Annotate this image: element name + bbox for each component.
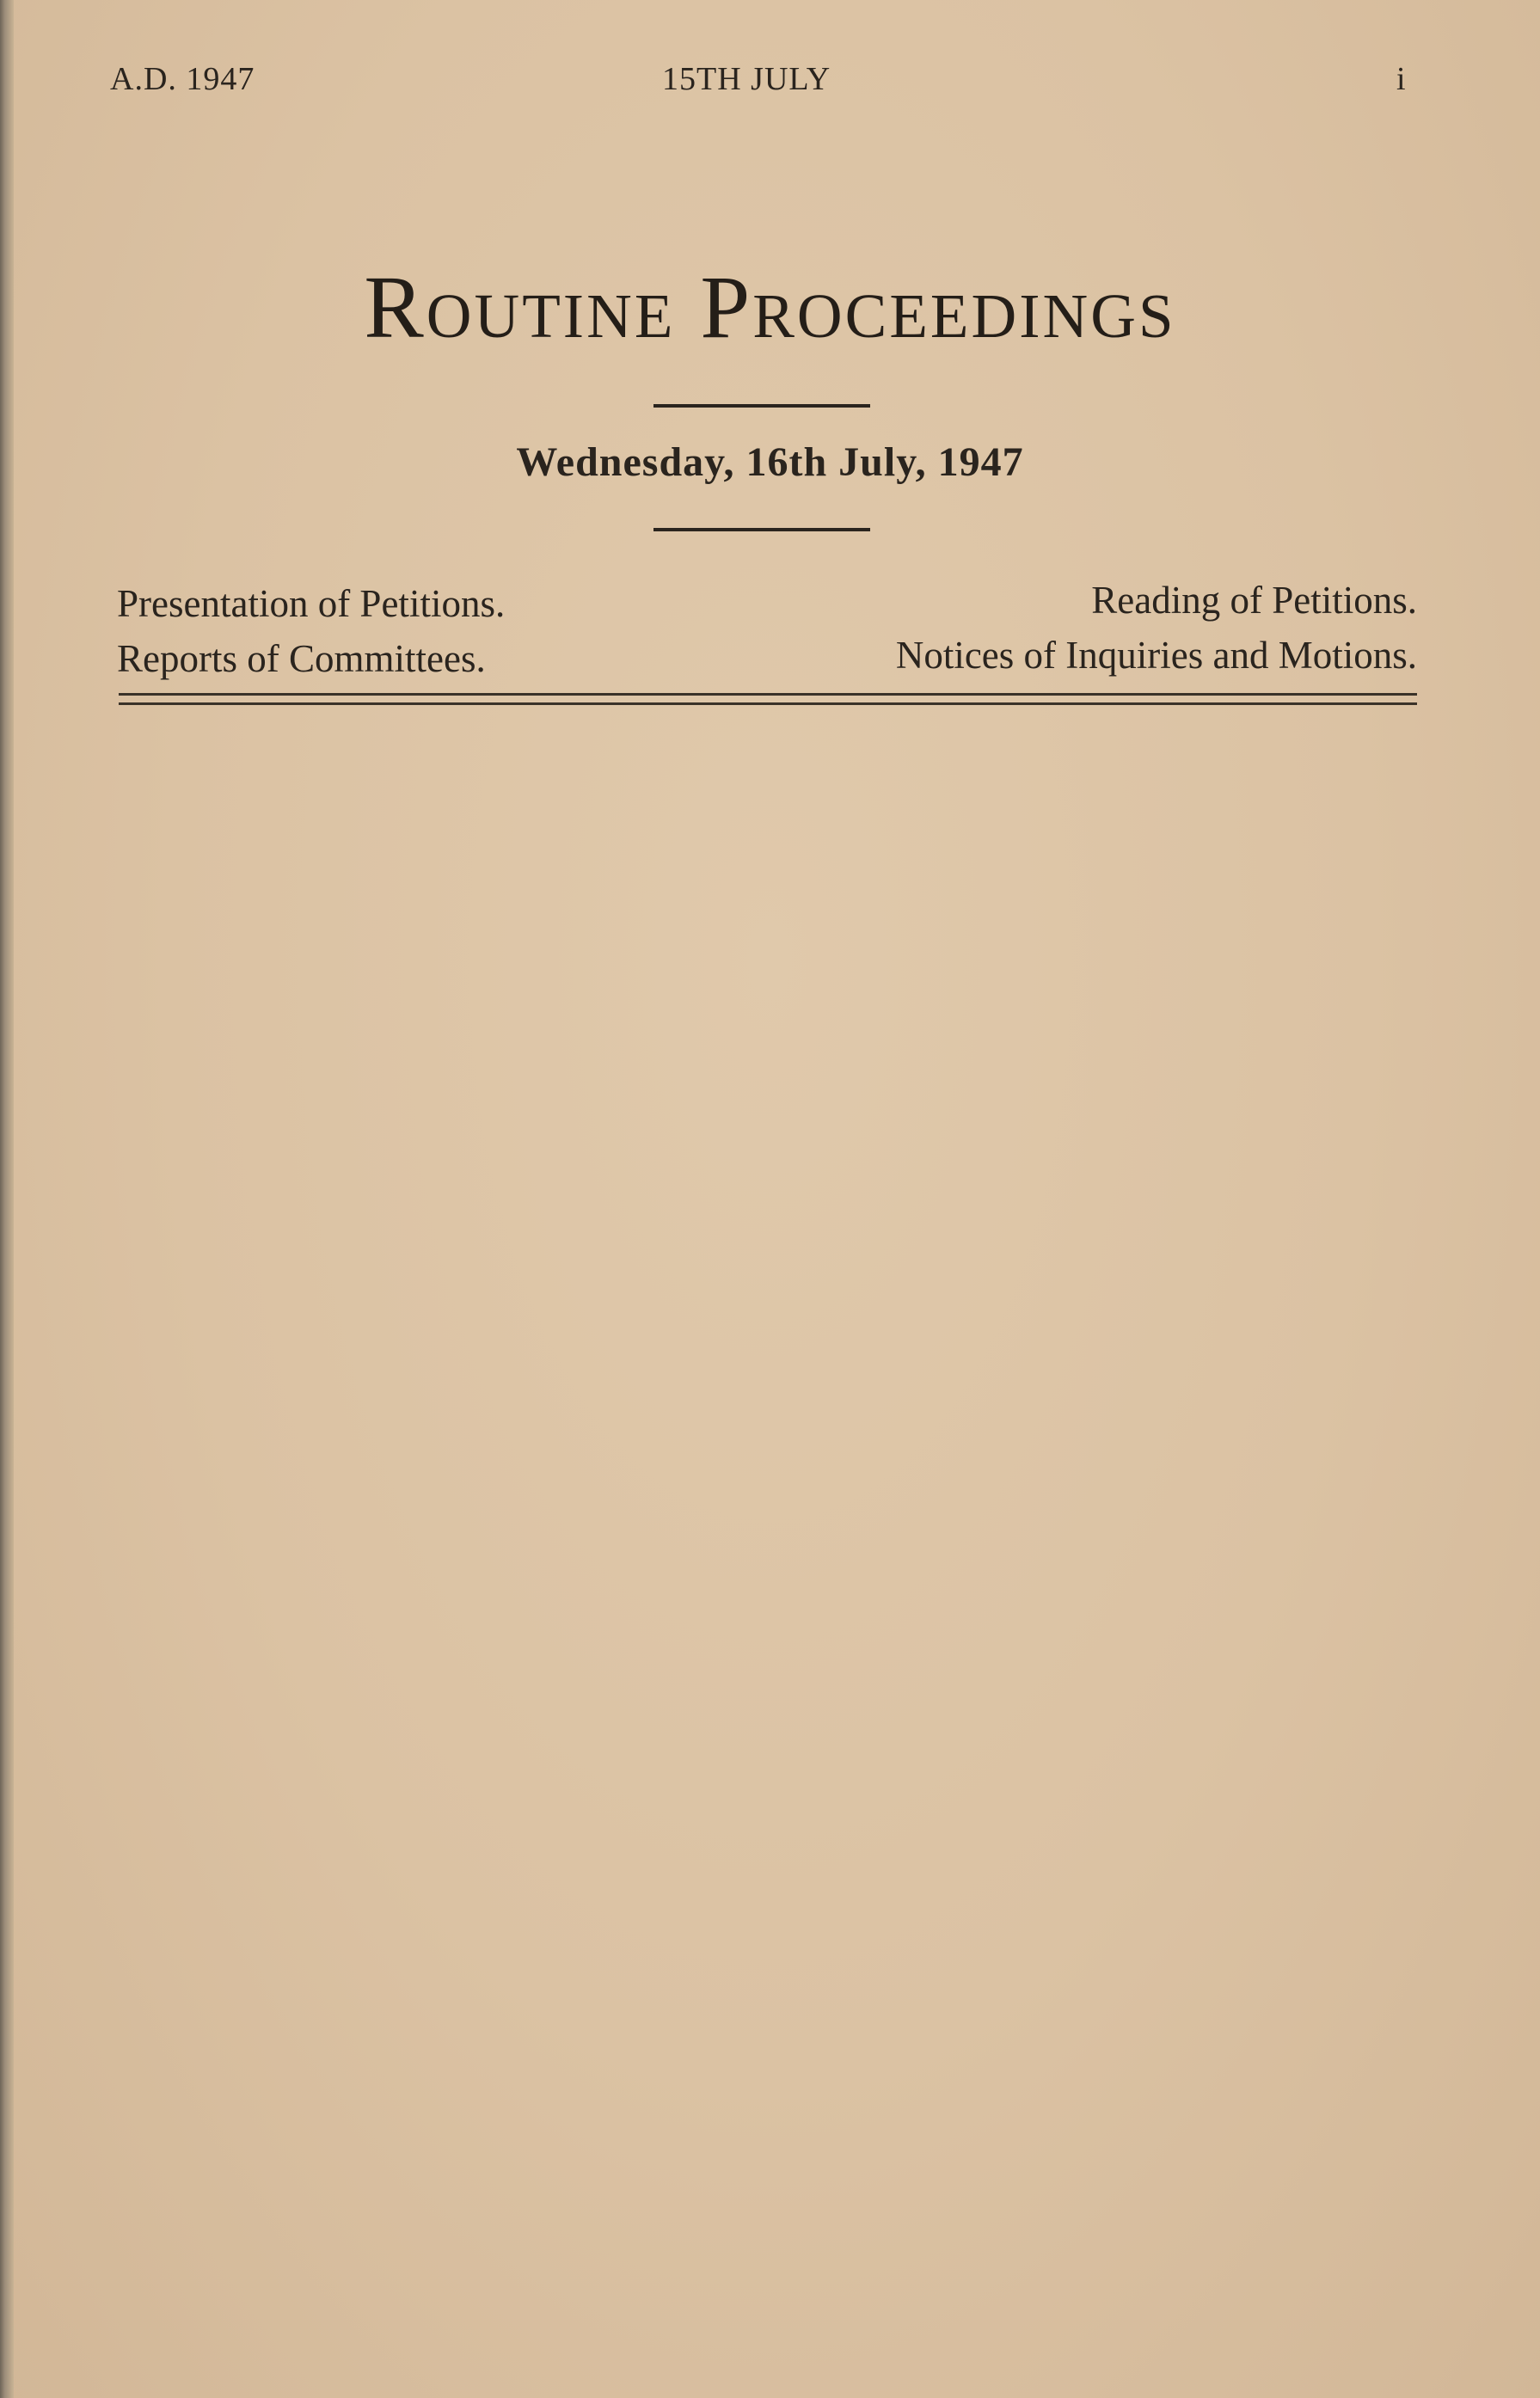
double-rule-divider [119,693,1417,705]
page-number: i [1396,61,1407,97]
session-date: Wednesday, 16th July, 1947 [516,439,1024,485]
running-head [0,60,1540,103]
title-rule [653,404,870,408]
page-title: Routine Proceedings [364,258,1176,357]
item-reports-of-committees: Reports of Committees. [117,637,486,680]
item-reading-of-petitions: Reading of Petitions. [1091,579,1417,622]
item-presentation-of-petitions: Presentation of Petitions. [117,582,506,625]
binding-edge [0,0,14,2398]
items-right-column [896,573,1417,683]
running-head-date: 15TH JULY [662,61,831,97]
proceedings-items [117,576,1417,679]
running-head-year: A.D. 1947 [110,61,255,97]
date-rule [653,528,870,531]
items-left-column [117,576,505,686]
item-notices-of-inquiries-and-motions: Notices of Inquiries and Motions. [895,634,1417,677]
